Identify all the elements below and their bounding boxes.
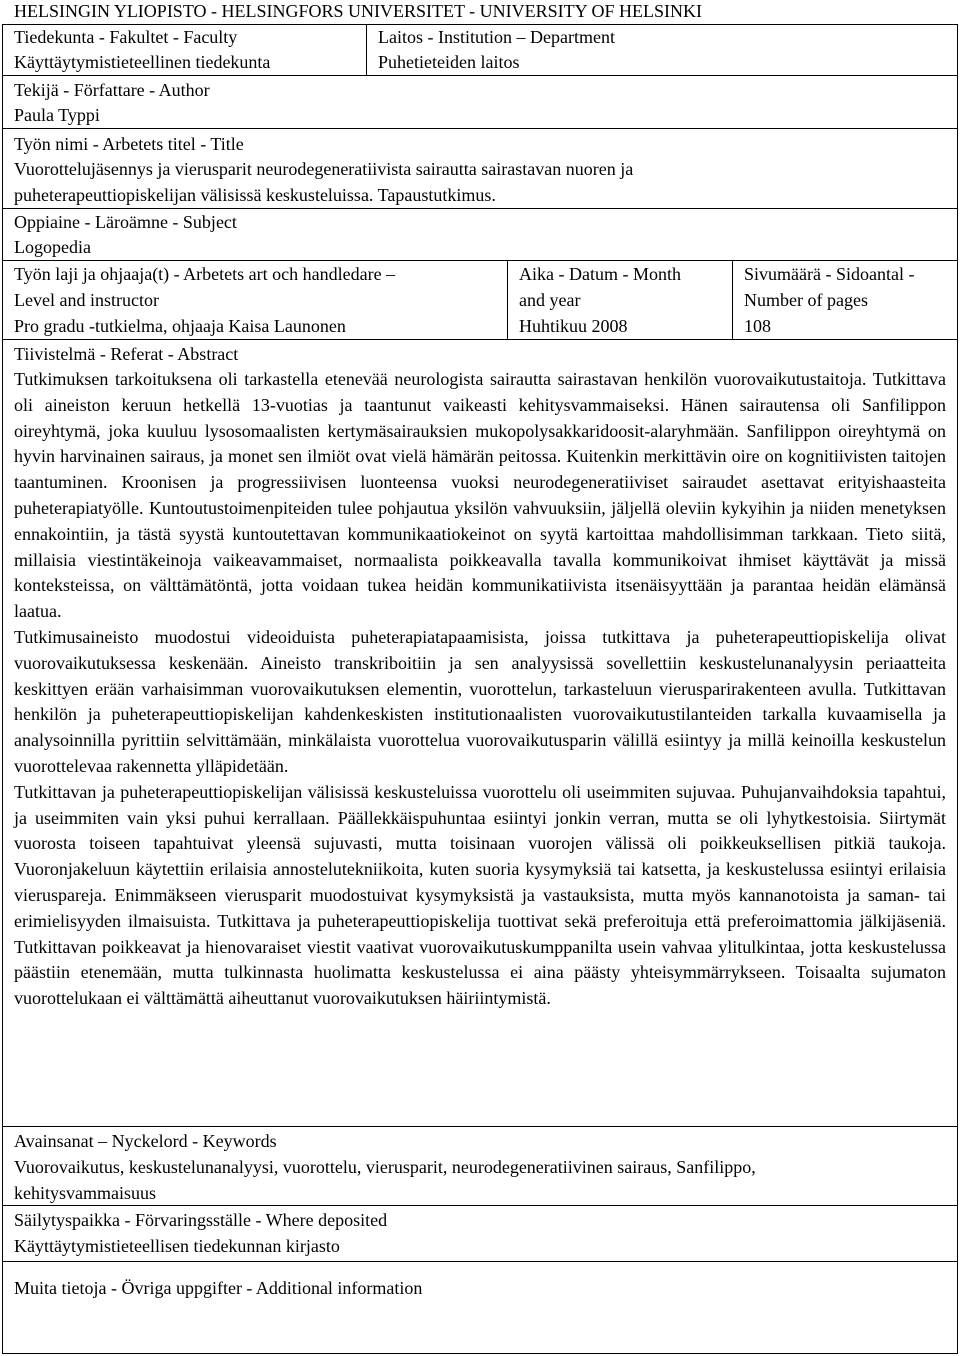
title-value-line2: puheterapeuttiopiskelijan välisissä keskusteluissa. Tapaustutkimus.	[14, 185, 496, 205]
keywords-value-line2: kehitysvammaisuus	[14, 1183, 156, 1203]
divider-after-faculty	[2, 75, 958, 76]
date-label-line2: and year	[519, 290, 581, 310]
subject-value: Logopedia	[14, 237, 91, 257]
subject-label: Oppiaine - Läroämne - Subject	[14, 212, 237, 232]
abstract-body	[14, 367, 946, 1012]
divider-after-author	[2, 128, 958, 129]
divider-after-deposited	[2, 1261, 958, 1262]
faculty-value: Käyttäytymistieteellinen tiedekunta	[14, 52, 271, 72]
level-value: Pro gradu -tutkielma, ohjaaja Kaisa Launonen	[14, 316, 346, 336]
level-label-line1: Työn laji ja ohjaaja(t) - Arbetets art och handledare –	[14, 264, 396, 284]
abstract-label: Tiivistelmä - Referat - Abstract	[14, 344, 239, 364]
divider-after-level	[2, 339, 958, 340]
divider-faculty-department	[366, 24, 367, 75]
date-label-line1: Aika - Datum - Month	[519, 264, 681, 284]
abstract-paragraph-2: Tutkimusaineisto muodostui videoiduista puheterapiatapaamisista, joissa tutkittava ja puheterapeuttiopiskelija olivat vuorovaikutuksessa keskenään. Aineisto transkriboitiin ja sen analyysissä sovellettiin keskustelunanalyysin periaatteita keskittyen erään varhaisimman vuorovaikutuksen elementin, vuorottelun, tarkasteluun vierusparirakenteen avulla. Tutkittavan henkilön ja puheterapeuttiopiskelijan kahdenkeskisten institutionaalisten vuorovaikutustilanteiden tarkalla kuvaamisella ja analysoinnilla pyrittiin selvittämään, minkälaista vuorottelua vuorovaikutusparin välillä esiintyy ja millä keinoilla keskustelun vuorottelevaa rakennetta ylläpidetään.	[14, 626, 946, 776]
deposited-value: Käyttäytymistieteellisen tiedekunnan kirjasto	[14, 1236, 340, 1256]
pages-label-line1: Sivumäärä - Sidoantal -	[744, 264, 915, 284]
deposited-label: Säilytyspaikka - Förvaringsställe - Where deposited	[14, 1210, 388, 1230]
pages-value: 108	[744, 316, 771, 336]
divider-level-date	[507, 260, 508, 339]
title-value-line1: Vuorottelujäsennys ja vierusparit neurodegeneratiivista sairautta sairastavan nuoren ja	[14, 159, 634, 179]
pages-label-line2: Number of pages	[744, 290, 868, 310]
keywords-value-line1: Vuorovaikutus, keskustelunanalyysi, vuorottelu, vierusparit, neurodegeneratiivinen sairaus, Sanfilippo,	[14, 1157, 756, 1177]
additional-info-label: Muita tietoja - Övriga uppgifter - Additional information	[14, 1278, 423, 1298]
author-value: Paula Typpi	[14, 105, 100, 125]
university-header: HELSINGIN YLIOPISTO - HELSINGFORS UNIVERSITET - UNIVERSITY OF HELSINKI	[14, 1, 702, 21]
department-value: Puhetieteiden laitos	[378, 52, 520, 72]
level-label-line2: Level and instructor	[14, 290, 159, 310]
abstract-paragraph-3: Tutkittavan ja puheterapeuttiopiskelijan välisissä keskusteluissa vuorottelu oli useimmiten sujuvaa. Puhujanvaihdoksia tapahtui, ja useimmiten vain yksi puhui kerrallaan. Päällekkäispuhuntaa esiintyi jonkin verran, mutta se oli lyhytkestoisia. Siirtymät vuorosta toiseen tapahtuivat yleensä sujuvasti, mutta toisinaan vuorojen välissä oli poikkeuksellisen pitkiä taukoja. Vuoronjakeluun käytettiin erilaisia annostelutekniikoita, kuten suoria kysymyksiä tai katsetta, ja keskustelussa esiintyi erilaisia vieruspareja. Enimmäkseen vierusparit muodostuivat kysymyksistä ja vastauksista, mutta myös kannanotoista ja saman- tai erimielisyyden ilmaisuista. Tutkittava ja puheterapeuttiopiskelija tuottivat sekä preferoituja että preferoimattomia jälkijäseniä. Tutkittavan poikkeavat ja hienovaraiset viestit vaativat vuorovaikutuskumppanilta usein vahvaa ylitulkintaa, jotta keskustelussa päästiin etenemään, mutta tulkinnasta huolimatta keskustelussa ei aina päästy yhteisymmärrykseen. Toisaalta sujumaton vuorottelukaan ei välttämättä aiheuttanut vuorovaikutuksen häiriintymistä.	[14, 781, 946, 1009]
divider-date-pages	[732, 260, 733, 339]
department-label: Laitos - Institution – Department	[378, 27, 615, 47]
date-value: Huhtikuu 2008	[519, 316, 628, 336]
divider-after-abstract	[2, 1126, 958, 1127]
title-label: Työn nimi - Arbetets titel - Title	[14, 134, 244, 154]
faculty-label: Tiedekunta - Fakultet - Faculty	[14, 27, 238, 47]
author-label: Tekijä - Författare - Author	[14, 80, 210, 100]
keywords-label: Avainsanat – Nyckelord - Keywords	[14, 1131, 277, 1151]
abstract-paragraph-1: Tutkimuksen tarkoituksena oli tarkastella etenevää neurologista sairautta sairastavan henkilön vuorovaikutustaitoja. Tutkittava oli aineiston keruun hetkellä 13-vuotias ja taantunut vaikeasti kehitysvammaiseksi. Hänen sairautensa oli Sanfilippon oireyhtymä, joka kuuluu lysosomaalisten kertymäsairauksien mukopolysakkaridoosit-alaryhmään. Sanfilippon oireyhtymä on hyvin harvinainen sairaus, ja monet sen ilmiöt ovat vielä hämärän peitossa. Kuitenkin merkittävin oire on kognitiivisten taitojen taantuminen. Kroonisen ja progressiivisen luonteensa vuoksi neurodegeneratiiviset sairaudet asettavat erityishaasteita puheterapiatyölle. Kuntoutustoimenpiteiden tulee pohjautua yksilön vahvuuksiin, jäljellä oleviin kykyihin ja niiden menetyksen ennakointiin, ja tästä syystä kuntoutettavan kommunikaatiokeinot on syytä kartoittaa mahdollisimman tarkkaan. Tieto siitä, millaisia viestintäkeinoja vaikeavammaiset, normaalista poikkeavalla tavalla kommunikoivat ihmiset käyttävät ja missä konteksteissa, on välttämätöntä, jotta voidaan tukea heidän kommunikatiivista itsenäisyyttään ja parantaa heidän elämänsä laatua.	[14, 369, 946, 622]
